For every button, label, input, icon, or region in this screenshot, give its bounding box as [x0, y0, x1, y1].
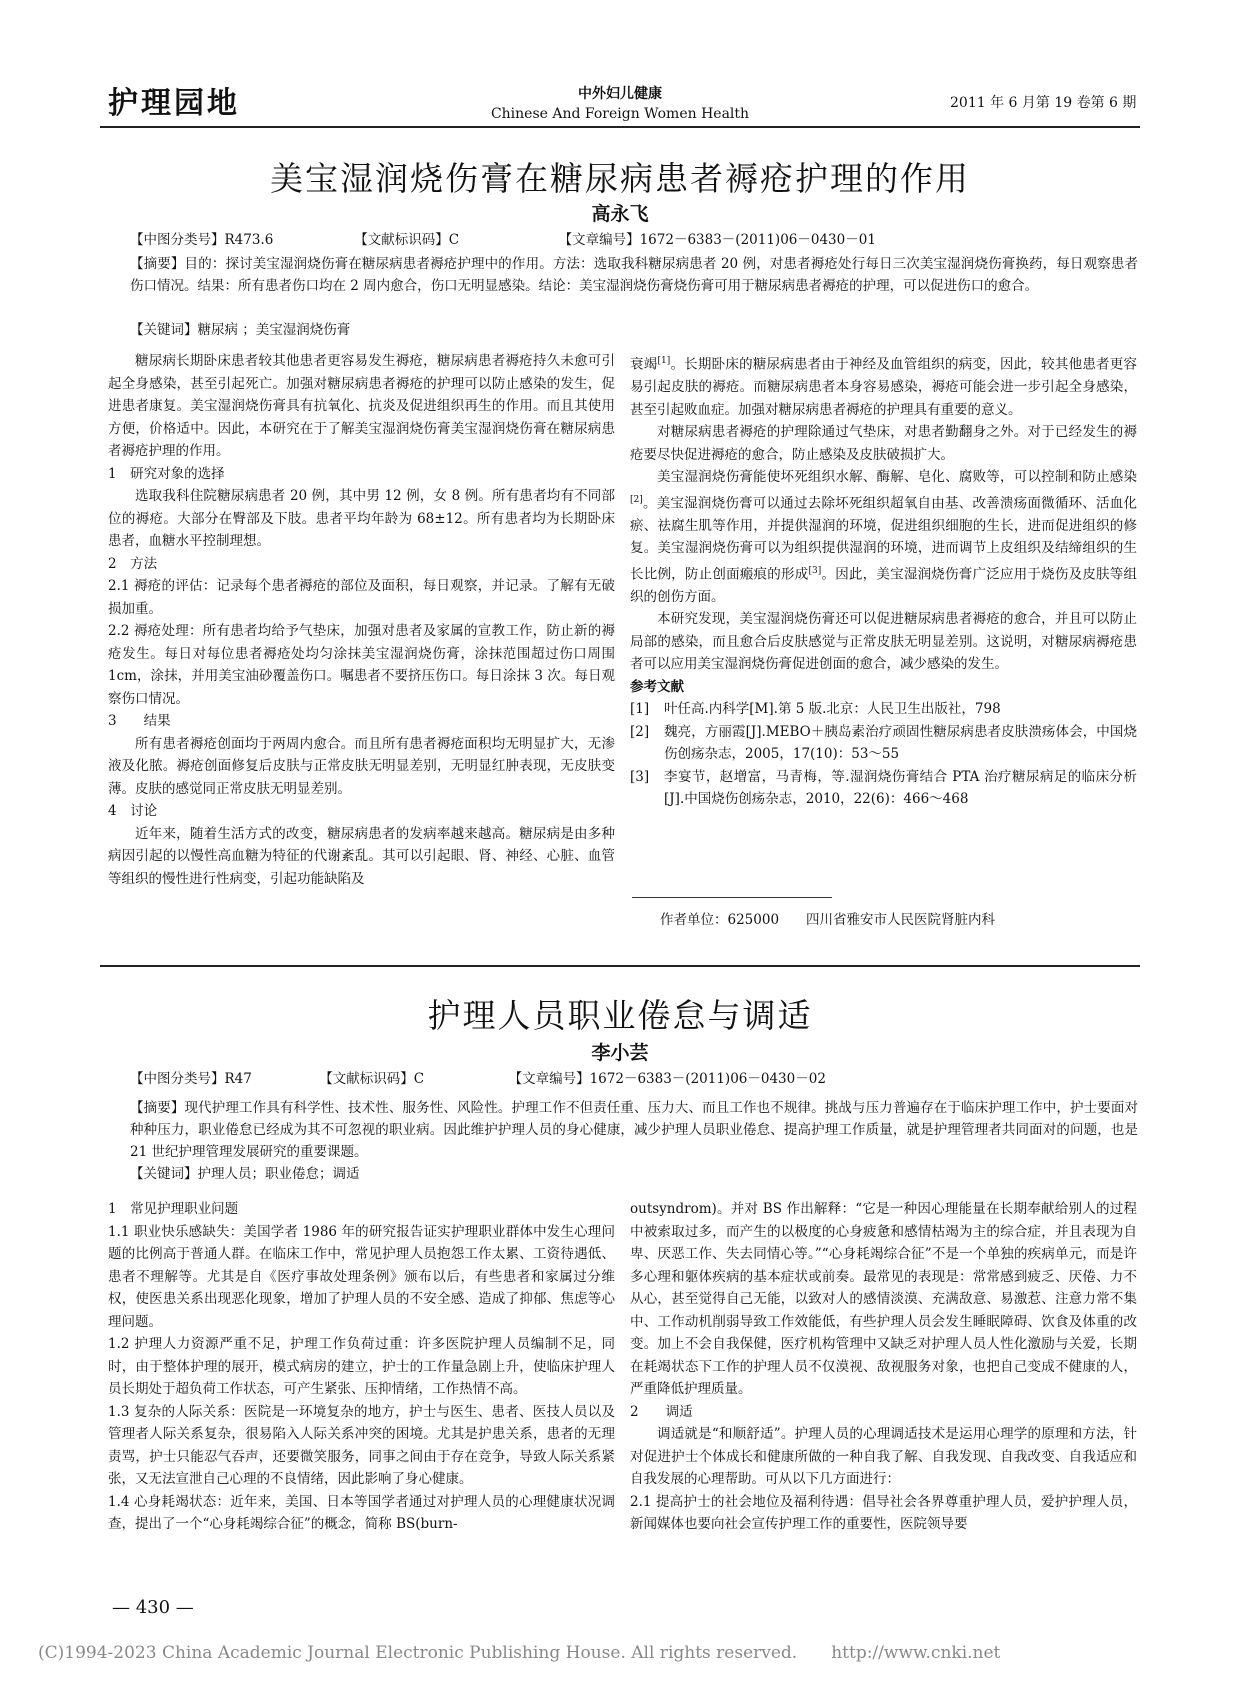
article1-subjects: 选取我科住院糖尿病患者 20 例，其中男 12 例，女 8 例。所有患者均有不同部位的褥疮。大部分在臀部及下肢。患者平均年龄为 68±12。所有患者均为长期卧床患者，血糖水平控制理想。	[108, 488, 615, 549]
article2-heading-1: 1 常见护理职业问题	[108, 1201, 239, 1217]
issue-info: 2011 年 6 月第 19 卷第 6 期	[950, 95, 1137, 111]
article2-heading-2: 2 调适	[630, 1403, 693, 1420]
article1-discussion-cont: 衰竭[1]。长期卧床的糖尿病患者由于神经及血管组织的病变，因此，较其他患者更容易引起皮肤的褥疮。而糖尿病患者本身容易感染，褥疮可能会进一步引起全身感染，甚至引起败血症。加强对糖尿病患者褥疮的护理具有重要的意义。	[630, 356, 1138, 418]
journal-name-cn: 中外妇儿健康	[578, 86, 662, 102]
journal-name	[480, 84, 760, 124]
affiliation-rule	[632, 897, 832, 898]
article2-clc: 【中图分类号】R47	[130, 1071, 252, 1087]
article1-heading-2: 2 方法	[108, 555, 158, 572]
article1-heading-1: 1 研究对象的选择	[108, 465, 225, 482]
article2-section-1-4: 1.4 心身耗竭状态：近年来，美国、日本等国学者通过对护理人员的心理健康状况调查，提出了一个“心身耗竭综合征”的概念，简称 BS(burn-	[108, 1493, 615, 1532]
article2-article-no: 【文章编号】1672－6383－(2011)06－0430－02	[508, 1071, 826, 1087]
article1-affiliation: 作者单位：625000 四川省雅安市人民医院肾脏内科	[660, 912, 996, 928]
article1-author: 高永飞	[591, 203, 649, 225]
article2-section-1-2: 1.2 护理人力资源严重不足，护理工作负荷过重：许多医院护理人员编制不足，同时，由于整体护理的展开，模式病房的建立，护士的工作量急剧上升，使临床护理人员长期处于超负荷工作状态，可产生紧张、压抑情绪，工作热情不高。	[108, 1336, 615, 1397]
article2-author: 李小芸	[591, 1042, 649, 1064]
article1-title: 美宝湿润烧伤膏在糖尿病患者褥疮护理的作用	[270, 159, 970, 198]
article1-heading-4: 4 讨论	[108, 803, 158, 819]
article1-keywords: 【关键词】糖尿病 ；美宝湿润烧伤膏	[130, 322, 351, 338]
reference-item: [3] 李宴节，赵增富，马青梅，等.湿润烧伤膏结合 PTA 治疗糖尿病足的临床分析[J].中国烧伤创疡杂志，2010，22(6)：466～468	[630, 768, 1137, 807]
article1-abstract: 【摘要】目的：探讨美宝湿润烧伤膏在糖尿病患者褥疮护理中的作用。方法：选取我科糖尿病患者 20 例，对患者褥疮处行每日三次美宝湿润烧伤膏换药，每日观察患者伤口情况。结果：所有患者伤口均在 2 周内愈合，伤口无明显感染。结论：美宝湿润烧伤膏烧伤膏可用于糖尿病患者褥疮的护理，可以促进伤口的愈合。	[130, 256, 1138, 294]
article1-discussion-p3: 美宝湿润烧伤膏能使坏死组织水解、酶解、皂化、腐败等，可以控制和防止感染[2]。美宝湿润烧伤膏可以通过去除坏死组织超氧自由基、改善溃疡面微循环、活血化瘀、祛腐生肌等作用，并提供湿润的环境，促进组织细胞的生长，进而促进组织的修复。美宝湿润烧伤膏可以为组织提供湿润的环境，进而调节上皮组织及结缔组织的生长比例，防止创面瘢痕的形成[3]。因此，美宝湿润烧伤膏广泛应用于烧伤及皮肤等组织的创伤方面。	[630, 469, 1138, 605]
article2-title: 护理人员职业倦怠与调适	[427, 996, 813, 1035]
page-number: — 430 —	[112, 1597, 194, 1618]
article-divider	[100, 965, 1140, 967]
article2-left-column	[108, 1198, 615, 1536]
article2-abstract: 【摘要】现代护理工作具有科学性、技术性、服务性、风险性。护理工作不但责任重、压力大、而且工作也不规律。挑战与压力普遍存在于临床护理工作中，护士要面对种种压力，职业倦怠已经成为其不可忽视的职业病。因此维护护理人员的身心健康，减少护理人员职业倦怠、提高护理工作质量，就是护理管理者共同面对的问题，也是 21 世纪护理管理发展研究的重要课题。	[130, 1100, 1138, 1160]
citation-1: [1]	[657, 356, 671, 366]
references-title: 参考文献	[630, 678, 684, 695]
article1-results: 所有患者褥疮创面均于两周内愈合。而且所有患者褥疮面积均无明显扩大，无渗液及化脓。褥疮创面修复后皮肤与正常皮肤无明显差别，无明显红肿表现，无皮肤变薄。皮肤的感觉同正常皮肤无明显差别。	[108, 735, 615, 797]
article1-discussion: 近年来，随着生活方式的改变，糖尿病患者的发病率越来越高。糖尿病是由多种病因引起的以慢性高血糖为特征的代谢紊乱。其可以引起眼、肾、神经、心脏、血管等组织的慢性进行性病变，引起功能缺陷及	[108, 825, 615, 887]
article1-left-column	[108, 350, 615, 890]
article1-right-column	[630, 350, 1137, 811]
article2-keywords: 【关键词】护理人员；职业倦怠；调适	[130, 1166, 360, 1182]
reference-item: [1] 叶任高.内科学[M].第 5 版.北京：人民卫生出版社，798	[630, 701, 1001, 717]
article1-article-no: 【文章编号】1672－6383－(2011)06－0430－01	[558, 232, 876, 248]
article1-method-2-2: 2.2 褥疮处理：所有患者均给予气垫床，加强对患者及家属的宣教工作，防止新的褥疮发生。每日对每位患者褥疮处均匀涂抹美宝湿润烧伤膏，涂抹范围超过伤口周围 1cm，涂抹，并用美宝油砂覆盖伤口。嘱患者不要挤压伤口。每日涂抹 3 次。每日观察伤口情况。	[108, 623, 615, 707]
article2-meta	[130, 1067, 826, 1087]
article1-intro: 糖尿病长期卧床患者较其他患者更容易发生褥疮，糖尿病患者褥疮持久未愈可引起全身感染，甚至引起死亡。加强对糖尿病患者褥疮的护理可以防止感染的发生，促进患者康复。美宝湿润烧伤膏具有抗氧化、抗炎及促进组织再生的作用。而且其使用方便，价格适中。因此，本研究在于了解美宝湿润烧伤膏美宝湿润烧伤膏在糖尿病患者褥疮护理的作用。	[108, 353, 615, 459]
article2-right-column	[630, 1198, 1137, 1536]
article1-clc: 【中图分类号】R473.6	[130, 232, 274, 248]
citation-3: [3]	[808, 565, 822, 576]
article2-section-1-3: 1.3 复杂的人际关系：医院是一环境复杂的地方，护士与医生、患者、医技人员以及管理者人际关系复杂，很易陷入人际关系冲突的困境。尤其是护患关系，患者的无理责骂，护士只能忍气吞声，还要微笑服务，同事之间由于存在竞争，导致人际关系紧张，又无法宣泄自己心理的不良情绪，因此影响了身心健康。	[108, 1403, 615, 1487]
citation-2: [2]	[630, 494, 643, 505]
copyright-watermark: (C)1994-2023 China Academic Journal Electronic Publishing House. All rights reserved. http://www.cnki.net	[38, 1643, 1001, 1663]
header-rule	[100, 126, 1140, 128]
article2-section-1-1: 1.1 职业快乐感缺失：美国学者 1986 年的研究报告证实护理职业群体中发生心理问题的比例高于普通人群。在临床工作中，常见护理人员抱怨工作太累、工资待遇低、患者不理解等。尤其是自《医疗事故处理条例》颁布以后，有些患者和家属过分维权，使医患关系出现恶化现象，增加了护理人员的不安全感、造成了抑郁、焦虑等心理问题。	[108, 1223, 615, 1330]
article1-meta	[130, 228, 876, 248]
article2-section-1-4-cont: outsyndrom)。并对 BS 作出解释：“它是一种因心理能量在长期奉献给别人的过程中被索取过多，而产生的以极度的心身疲惫和感情枯竭为主的综合症，并且表现为自卑、厌恶工作、失去同情心等。”“心身耗竭综合征”不是一个单独的疾病单元，而是许多心理和躯体疾病的基本症状或前奏。最常见的表现是：常常感到疲乏、厌倦、力不从心，甚至觉得自己无能，以致对人的感情淡漠、充满敌意、易激惹、注意力常不集中、工作动机削弱导致工作效能低，有些护理人员会发生睡眠障碍、饮食及体重的改变。加上不会自我保健，医疗机构管理中又缺乏对护理人员人性化激励与关爱，长期在耗竭状态下工作的护理人员不仅漠视、敌视服务对象，也把自己变成不健康的人，严重降低护理质量。	[630, 1201, 1137, 1397]
article2-section-2-1: 2.1 提高护士的社会地位及福利待遇：倡导社会各界尊重护理人员，爱护护理人员，新闻媒体也要向社会宣传护理工作的重要性，医院领导要	[630, 1493, 1137, 1532]
reference-item: [2] 魏亮，方丽霞[J].MEBO＋胰岛素治疗顽固性糖尿病患者皮肤溃疡体会，中国烧伤创疡杂志，2005，17(10)：53～55	[630, 723, 1137, 762]
article1-doc-code: 【文献标识码】C	[354, 232, 460, 248]
article1-discussion-p4: 本研究发现，美宝湿润烧伤膏还可以促进糖尿病患者褥疮的愈合，并且可以防止局部的感染，而且愈合后皮肤感觉与正常皮肤无明显差别。这说明，对糖尿病褥疮患者可以应用美宝湿润烧伤膏促进创面的愈合，减少感染的发生。	[630, 611, 1137, 672]
article1-discussion-p2: 对糖尿病患者褥疮的护理除通过气垫床，对患者勤翻身之外。对于已经发生的褥疮要尽快促进褥疮的愈合，防止感染及皮肤破损扩大。	[630, 424, 1137, 463]
section-label: 护理园地	[108, 86, 240, 121]
journal-name-en: Chinese And Foreign Women Health	[490, 106, 750, 122]
article1-heading-3: 3 结果	[108, 713, 171, 729]
article1-method-2-1: 2.1 褥疮的评估：记录每个患者褥疮的部位及面积，每日观察，并记录。了解有无破损加重。	[108, 578, 615, 617]
article2-doc-code: 【文献标识码】C	[319, 1071, 425, 1087]
article2-adjustment-intro: 调适就是“和顺舒适”。护理人员的心理调适技术是运用心理学的原理和方法，针对促进护士个体成长和健康所做的一种自我了解、自我发现、自我改变、自我适应和自我发展的心理帮助。可从以下几方面进行：	[630, 1426, 1137, 1487]
